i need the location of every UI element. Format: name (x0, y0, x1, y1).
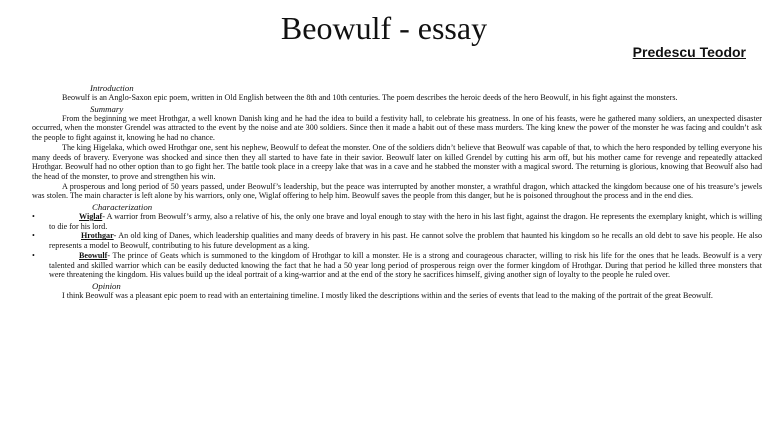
character-item-hrothgar (32, 231, 762, 250)
author-name: Predescu Teodor (632, 44, 746, 60)
character-description: - A warrior from Beowulf’s army, also a relative of his, the only one brave and loyal enough to stay with the hero in his last fight, against the dragon. He represents the exemplary knight, which is willing to die for his lord. (49, 212, 762, 231)
summary-paragraph: The king Higelaka, which owed Hrothgar one, sent his nephew, Beowulf to defeat the monster. One of the soldiers didn’t believe that Beowulf was capable of that, to which the hero responded by telling everyone his many deeds of bravery. Everyone was shocked and since then they all started to have fate in their savior. Beowulf later on killed Grendel by cutting his arm off, but his mother came for revenge and repeatedly attacked Hrothgar. Beowulf had no other option than to go fight her. The battle took place in a creepy lake that was in a cave and he stabbed the monster with a magical sword. The returning is glorious, knowing that Beowulf also had the head of the monster, to prove and strengthen his win. (32, 142, 762, 181)
section-heading-summary: Summary (90, 103, 124, 114)
section-heading-introduction: Introduction (90, 83, 134, 93)
character-description: - An old king of Danes, which leadership qualities and many deeds of bravery in his past. He cannot solve the problem that haunted his kingdom so he recalls an old debt to save his people. He also represents a model to Beowulf, contributing to his future development as a king. (49, 231, 762, 251)
summary-paragraph: A prosperous and long period of 50 years passed, under Beowulf’s leadership, but the peace was interrupted by another monster, a wrathful dragon, which attacked the kingdom because one of his treasure’s jewels was stolen. The main character is left alone by his warriors, only one, Wiglaf offering to help him. Beowulf saves the people from this danger, but he is poisoned throughout the process and in the end dies. (32, 181, 762, 201)
summary-paragraph: From the beginning we meet Hrothgar, a well known Danish king and he had the idea to build a festivity hall, to celebrate his greatness. In one of his feasts, were he gathered many soldiers, an unexpected disaster occurred, when the monster Grendel was attracted to the event by the noise and ate 300 soldiers. Since then it made a habit out of these mass murders. The king knew the power of the monster he was facing and couldn’t ask the people to fight against it, knowing he had no chance. (32, 113, 762, 143)
introduction-paragraph: Beowulf is an Anglo-Saxon epic poem, written in Old English between the 8th and 10th centuries. The poem describes the heroic deeds of the hero Beowulf, in his fight against the monsters. (62, 93, 678, 102)
document-title: Beowulf - essay (280, 10, 488, 46)
opinion-paragraph: I think Beowulf was a pleasant epic poem to read with an entertaining timeline. I mostly liked the descriptions within and the series of events that lead to the making of the portrait of the great Beowulf. (62, 290, 713, 300)
character-item-beowulf (32, 251, 762, 280)
section-heading-characterization: Characterization (92, 202, 153, 213)
character-name: Hrothgar (81, 231, 114, 241)
section-heading-opinion: Opinion (92, 280, 121, 291)
character-name: Beowulf (79, 250, 108, 260)
bullet-icon: • (32, 212, 35, 222)
character-item-wiglaf (32, 212, 762, 231)
character-list (32, 212, 762, 280)
bullet-icon: • (32, 250, 35, 260)
bullet-icon: • (32, 231, 35, 241)
character-name: Wiglaf (79, 212, 103, 222)
essay-body (32, 82, 762, 301)
character-description: - The prince of Geats which is summoned to the kingdom of Hrothgar to kill a monster. He is a strong and courageous character, willing to risk his life for the ones that he leads. Beowulf is a very talented and skilled warrior which can be easily deducted knowing the fact that he had a 50 year long period of prosperous reign over the former kingdom of Hrothgar. During that period he killed three monsters that were threatening the kingdom. His values build up the ideal portrait of a king-warrior and at the end of the story he sacrifices himself, giving another sign of loyalty to the people he ruled over. (49, 250, 762, 280)
